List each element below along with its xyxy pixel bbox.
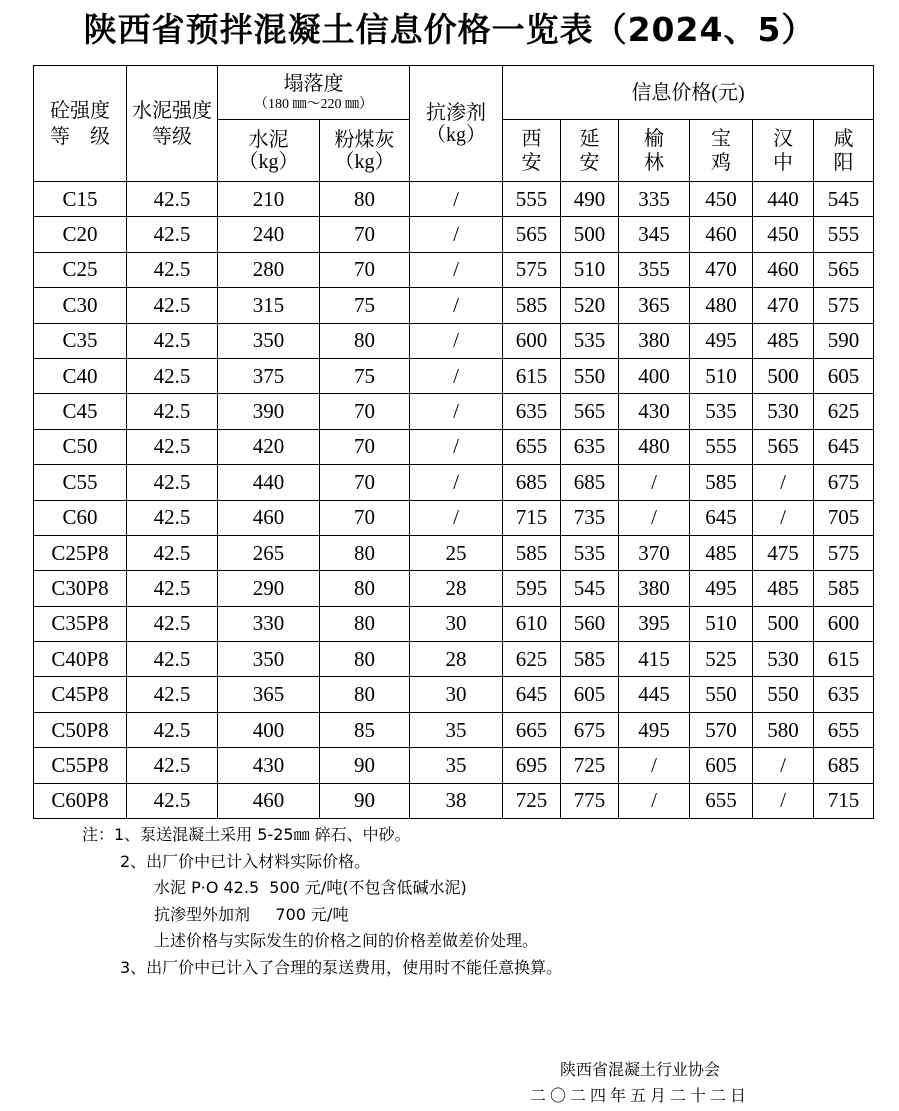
table-cell: /	[619, 465, 690, 500]
table-cell: 655	[690, 783, 753, 818]
table-cell: 38	[410, 783, 503, 818]
table-cell: /	[410, 358, 503, 393]
table-cell: 75	[320, 358, 410, 393]
table-cell: 615	[814, 642, 874, 677]
table-row	[34, 182, 874, 217]
table-cell: 520	[561, 288, 619, 323]
table-cell: C60P8	[34, 783, 127, 818]
table-cell: 440	[218, 465, 320, 500]
table-cell: 330	[218, 606, 320, 641]
table-cell: /	[619, 500, 690, 535]
table-cell: 80	[320, 571, 410, 606]
table-cell: 42.5	[127, 217, 218, 252]
table-row	[34, 323, 874, 358]
table-cell: 535	[561, 323, 619, 358]
header-city-yulin: 榆 林	[619, 120, 690, 182]
table-cell: 715	[814, 783, 874, 818]
table-cell: /	[410, 323, 503, 358]
table-cell: /	[410, 394, 503, 429]
table-cell: 575	[503, 252, 561, 287]
table-cell: /	[753, 500, 814, 535]
table-cell: 500	[561, 217, 619, 252]
table-cell: 42.5	[127, 500, 218, 535]
table-cell: /	[410, 182, 503, 217]
table-row	[34, 465, 874, 500]
table-cell: 685	[814, 748, 874, 783]
table-cell: 675	[561, 712, 619, 747]
table-cell: 445	[619, 677, 690, 712]
table-cell: 370	[619, 535, 690, 570]
header-city-hanzhong: 汉 中	[753, 120, 814, 182]
note-cement-price: 水泥 P·O 42.5 500 元/吨(不包含低碱水泥)	[154, 878, 467, 897]
table-row	[34, 394, 874, 429]
table-cell: 42.5	[127, 571, 218, 606]
table-cell: 90	[320, 748, 410, 783]
table-cell: 635	[503, 394, 561, 429]
table-cell: 470	[690, 252, 753, 287]
table-cell: 735	[561, 500, 619, 535]
table-cell: 35	[410, 712, 503, 747]
table-cell: 80	[320, 535, 410, 570]
price-table	[33, 65, 874, 819]
table-cell: 575	[814, 288, 874, 323]
table-cell: C45	[34, 394, 127, 429]
table-cell: 70	[320, 429, 410, 464]
table-cell: 530	[753, 642, 814, 677]
table-row	[34, 783, 874, 818]
table-cell: 600	[814, 606, 874, 641]
note-2: 2、出厂价中已计入材料实际价格。	[120, 851, 371, 871]
table-cell: 315	[218, 288, 320, 323]
table-cell: 545	[814, 182, 874, 217]
table-cell: /	[619, 783, 690, 818]
table-cell: 350	[218, 323, 320, 358]
table-cell: C55P8	[34, 748, 127, 783]
table-cell: 495	[690, 323, 753, 358]
table-cell: 380	[619, 571, 690, 606]
table-cell: /	[410, 465, 503, 500]
table-row	[34, 642, 874, 677]
table-cell: 400	[218, 712, 320, 747]
header-fly-ash: 粉煤灰 （kg）	[320, 120, 410, 182]
table-row	[34, 252, 874, 287]
table-cell: 605	[561, 677, 619, 712]
header-city-xianyang: 咸 阳	[814, 120, 874, 182]
table-cell: 80	[320, 182, 410, 217]
table-cell: 535	[690, 394, 753, 429]
table-cell: 675	[814, 465, 874, 500]
table-cell: 460	[690, 217, 753, 252]
table-cell: 645	[503, 677, 561, 712]
table-cell: 705	[814, 500, 874, 535]
table-cell: 585	[503, 288, 561, 323]
table-cell: 85	[320, 712, 410, 747]
table-row	[34, 288, 874, 323]
table-row	[34, 429, 874, 464]
table-cell: 665	[503, 712, 561, 747]
table-cell: 480	[619, 429, 690, 464]
table-cell: 605	[690, 748, 753, 783]
table-cell: 500	[753, 606, 814, 641]
price-table-body	[34, 182, 874, 819]
table-cell: 30	[410, 606, 503, 641]
table-cell: 635	[561, 429, 619, 464]
table-cell: 70	[320, 465, 410, 500]
table-cell: 80	[320, 642, 410, 677]
table-cell: 345	[619, 217, 690, 252]
table-cell: 42.5	[127, 642, 218, 677]
table-cell: 450	[690, 182, 753, 217]
table-row	[34, 606, 874, 641]
table-cell: 485	[753, 323, 814, 358]
table-cell: 550	[561, 358, 619, 393]
note-admixture-price: 抗渗型外加剂 700 元/吨	[154, 904, 349, 924]
header-antiseep: 抗渗剂 （kg）	[410, 66, 503, 182]
table-cell: 725	[503, 783, 561, 818]
table-cell: 42.5	[127, 712, 218, 747]
note-3: 3、出厂价中已计入了合理的泵送费用，使用时不能任意换算。	[120, 957, 563, 977]
table-cell: 475	[753, 535, 814, 570]
table-cell: /	[753, 465, 814, 500]
table-cell: C55	[34, 465, 127, 500]
table-cell: 42.5	[127, 394, 218, 429]
table-cell: 545	[561, 571, 619, 606]
table-cell: 70	[320, 217, 410, 252]
table-cell: 42.5	[127, 535, 218, 570]
table-cell: 695	[503, 748, 561, 783]
table-row	[34, 712, 874, 747]
header-cement-grade: 水泥强度等级	[127, 66, 218, 182]
table-cell: 28	[410, 571, 503, 606]
table-cell: 635	[814, 677, 874, 712]
table-cell: 42.5	[127, 323, 218, 358]
table-row	[34, 535, 874, 570]
note-difference: 上述价格与实际发生的价格之间的价格差做差价处理。	[154, 931, 539, 950]
table-cell: 430	[619, 394, 690, 429]
footer-org: 陕西省混凝土行业协会	[559, 1060, 720, 1079]
table-cell: 280	[218, 252, 320, 287]
table-cell: 35	[410, 748, 503, 783]
table-cell: 460	[218, 783, 320, 818]
header-cement: 水泥 （kg）	[218, 120, 320, 182]
table-row	[34, 358, 874, 393]
table-cell: 75	[320, 288, 410, 323]
footer-date: 二〇二四年五月二十二日	[529, 1086, 750, 1105]
table-cell: 625	[814, 394, 874, 429]
table-cell: 210	[218, 182, 320, 217]
table-cell: 555	[690, 429, 753, 464]
table-cell: /	[410, 217, 503, 252]
table-cell: 560	[561, 606, 619, 641]
table-cell: 495	[619, 712, 690, 747]
table-cell: /	[753, 748, 814, 783]
table-cell: 600	[503, 323, 561, 358]
table-cell: 395	[619, 606, 690, 641]
table-cell: 42.5	[127, 748, 218, 783]
table-cell: 615	[503, 358, 561, 393]
table-cell: 655	[814, 712, 874, 747]
table-cell: 70	[320, 252, 410, 287]
table-cell: 580	[753, 712, 814, 747]
table-cell: 645	[814, 429, 874, 464]
table-cell: 365	[218, 677, 320, 712]
table-cell: 365	[619, 288, 690, 323]
table-cell: 510	[561, 252, 619, 287]
table-cell: 350	[218, 642, 320, 677]
table-cell: 555	[814, 217, 874, 252]
table-cell: 30	[410, 677, 503, 712]
table-cell: 375	[218, 358, 320, 393]
table-cell: 28	[410, 642, 503, 677]
table-cell: 550	[753, 677, 814, 712]
table-cell: 525	[690, 642, 753, 677]
table-cell: 390	[218, 394, 320, 429]
table-cell: 490	[561, 182, 619, 217]
table-cell: 355	[619, 252, 690, 287]
table-cell: 420	[218, 429, 320, 464]
table-cell: 595	[503, 571, 561, 606]
table-cell: 550	[690, 677, 753, 712]
table-cell: 480	[690, 288, 753, 323]
header-grade: 砼强度等 级	[34, 66, 127, 182]
table-cell: 565	[503, 217, 561, 252]
table-row	[34, 500, 874, 535]
table-cell: 585	[814, 571, 874, 606]
table-cell: 610	[503, 606, 561, 641]
table-cell: C25	[34, 252, 127, 287]
table-cell: C35P8	[34, 606, 127, 641]
table-cell: C45P8	[34, 677, 127, 712]
table-cell: 42.5	[127, 429, 218, 464]
table-cell: 80	[320, 606, 410, 641]
table-cell: 565	[814, 252, 874, 287]
table-cell: /	[410, 429, 503, 464]
table-cell: 42.5	[127, 288, 218, 323]
table-cell: 605	[814, 358, 874, 393]
note-1: 注：1、泵送混凝土采用 5-25㎜ 碎石、中砂。	[82, 825, 411, 844]
table-cell: 555	[503, 182, 561, 217]
table-row	[34, 677, 874, 712]
table-cell: 42.5	[127, 252, 218, 287]
table-cell: 485	[690, 535, 753, 570]
table-cell: 430	[218, 748, 320, 783]
table-cell: 70	[320, 500, 410, 535]
header-city-yanan: 延 安	[561, 120, 619, 182]
table-cell: 715	[503, 500, 561, 535]
table-cell: 42.5	[127, 677, 218, 712]
table-cell: 42.5	[127, 783, 218, 818]
notes	[82, 822, 562, 981]
table-cell: 335	[619, 182, 690, 217]
table-cell: C40P8	[34, 642, 127, 677]
page-title: 陕西省预拌混凝土信息价格一览表（2024、5）	[83, 10, 816, 49]
slump-label: 塌落度	[283, 72, 344, 95]
table-cell: 42.5	[127, 358, 218, 393]
table-cell: 510	[690, 606, 753, 641]
header-city-xian: 西 安	[503, 120, 561, 182]
table-cell: 450	[753, 217, 814, 252]
table-cell: 80	[320, 677, 410, 712]
table-cell: 415	[619, 642, 690, 677]
table-row	[34, 571, 874, 606]
table-cell: C35	[34, 323, 127, 358]
table-cell: 585	[690, 465, 753, 500]
table-row	[34, 748, 874, 783]
table-cell: 470	[753, 288, 814, 323]
table-cell: C20	[34, 217, 127, 252]
slump-range: （180 ㎜～220 ㎜）	[254, 96, 373, 112]
table-cell: 645	[690, 500, 753, 535]
table-cell: 440	[753, 182, 814, 217]
table-cell: /	[619, 748, 690, 783]
table-cell: 565	[561, 394, 619, 429]
header-slump	[218, 66, 410, 120]
table-cell: C60	[34, 500, 127, 535]
table-cell: 42.5	[127, 606, 218, 641]
table-cell: 42.5	[127, 465, 218, 500]
header-city-baoji: 宝 鸡	[690, 120, 753, 182]
table-cell: /	[410, 252, 503, 287]
table-cell: 240	[218, 217, 320, 252]
table-row	[34, 217, 874, 252]
table-cell: /	[753, 783, 814, 818]
table-cell: 460	[753, 252, 814, 287]
footer	[490, 1057, 790, 1109]
table-cell: C50	[34, 429, 127, 464]
table-cell: 685	[561, 465, 619, 500]
table-cell: 42.5	[127, 182, 218, 217]
table-cell: 590	[814, 323, 874, 358]
table-cell: /	[410, 288, 503, 323]
table-cell: 585	[561, 642, 619, 677]
table-cell: 570	[690, 712, 753, 747]
table-cell: 70	[320, 394, 410, 429]
table-cell: 290	[218, 571, 320, 606]
table-cell: C15	[34, 182, 127, 217]
table-cell: 495	[690, 571, 753, 606]
table-cell: /	[410, 500, 503, 535]
table-cell: 575	[814, 535, 874, 570]
table-cell: 500	[753, 358, 814, 393]
table-cell: 625	[503, 642, 561, 677]
table-cell: 585	[503, 535, 561, 570]
table-cell: 460	[218, 500, 320, 535]
table-cell: C25P8	[34, 535, 127, 570]
table-cell: 655	[503, 429, 561, 464]
table-cell: 725	[561, 748, 619, 783]
table-cell: 265	[218, 535, 320, 570]
table-cell: C50P8	[34, 712, 127, 747]
table-cell: C30P8	[34, 571, 127, 606]
table-cell: 775	[561, 783, 619, 818]
table-cell: 80	[320, 323, 410, 358]
table-cell: 535	[561, 535, 619, 570]
table-cell: 685	[503, 465, 561, 500]
table-cell: 380	[619, 323, 690, 358]
table-cell: 400	[619, 358, 690, 393]
table-cell: C40	[34, 358, 127, 393]
table-cell: 530	[753, 394, 814, 429]
table-cell: 90	[320, 783, 410, 818]
table-cell: 565	[753, 429, 814, 464]
header-price-group: 信息价格(元)	[503, 66, 874, 120]
table-cell: 510	[690, 358, 753, 393]
table-cell: C30	[34, 288, 127, 323]
table-cell: 25	[410, 535, 503, 570]
table-cell: 485	[753, 571, 814, 606]
